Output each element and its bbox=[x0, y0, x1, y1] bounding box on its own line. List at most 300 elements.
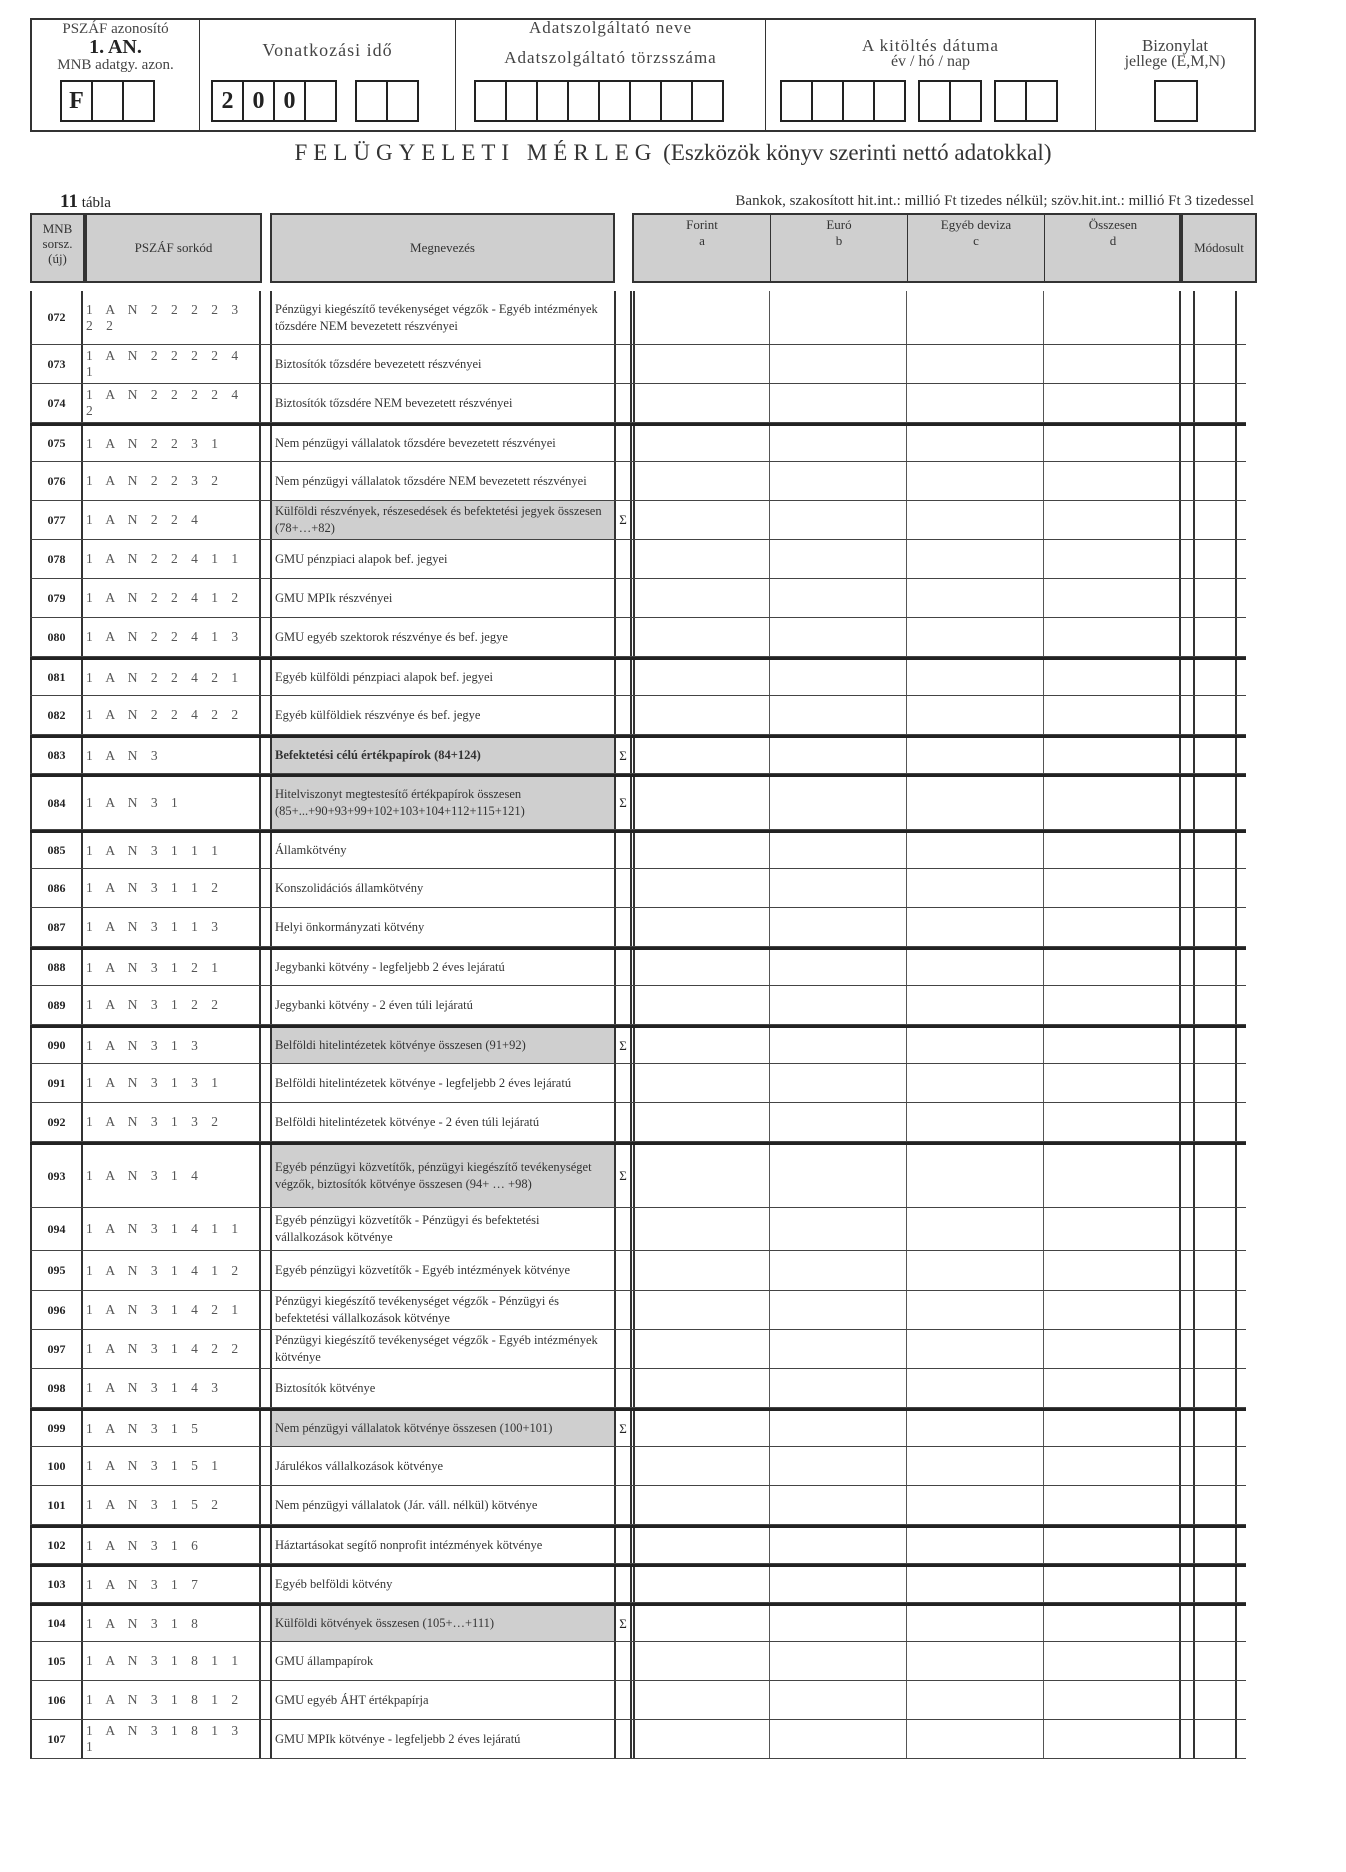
row-value-total[interactable] bbox=[1044, 1606, 1181, 1641]
date-box[interactable] bbox=[994, 80, 1027, 122]
row-value-euro[interactable] bbox=[770, 1486, 907, 1524]
row-mnb-number: 105 bbox=[30, 1642, 83, 1680]
row-value-total[interactable] bbox=[1044, 501, 1181, 539]
row-modified-flag[interactable] bbox=[1193, 618, 1237, 656]
row-sum-marker: Σ bbox=[614, 738, 632, 773]
row-sum-marker bbox=[614, 1528, 632, 1563]
row-value-total[interactable] bbox=[1044, 1145, 1181, 1207]
row-mnb-number: 088 bbox=[30, 950, 83, 985]
row-value-total[interactable] bbox=[1044, 1369, 1181, 1407]
row-modified-flag[interactable] bbox=[1193, 1486, 1237, 1524]
row-value-other[interactable] bbox=[907, 777, 1044, 829]
row-value-other[interactable] bbox=[907, 1411, 1044, 1446]
row-modified-flag[interactable] bbox=[1193, 1681, 1237, 1719]
row-value-other[interactable] bbox=[907, 1681, 1044, 1719]
row-value-euro[interactable] bbox=[770, 1208, 907, 1250]
date-box[interactable] bbox=[918, 80, 951, 122]
row-modified-flag[interactable] bbox=[1193, 777, 1237, 829]
row-name: GMU egyéb szektorok részvénye és bef. jegye bbox=[270, 618, 614, 656]
row-mnb-number: 091 bbox=[30, 1064, 83, 1102]
col-other-letter: c bbox=[973, 233, 979, 248]
row-value-other[interactable] bbox=[907, 462, 1044, 500]
row-modified-flag[interactable] bbox=[1193, 1411, 1237, 1446]
row-mnb-number: 080 bbox=[30, 618, 83, 656]
row-value-forint[interactable] bbox=[633, 1208, 770, 1250]
row-value-euro[interactable] bbox=[770, 384, 907, 422]
row-value-total[interactable] bbox=[1044, 777, 1181, 829]
col-pszaf-label: PSZÁF sorkód bbox=[134, 240, 213, 255]
row-value-other[interactable] bbox=[907, 696, 1044, 734]
period-box[interactable] bbox=[355, 80, 388, 122]
period-box[interactable]: 2 bbox=[211, 80, 244, 122]
row-value-total[interactable] bbox=[1044, 869, 1181, 907]
row-value-total[interactable] bbox=[1044, 426, 1181, 461]
unit-note: Bankok, szakosított hit.int.: millió Ft tizedes nélkül; szöv.hit.int.: millió Ft 3 tizedessel bbox=[735, 193, 1254, 209]
row-value-other[interactable] bbox=[907, 501, 1044, 539]
row-value-total[interactable] bbox=[1044, 462, 1181, 500]
row-modified-flag[interactable] bbox=[1193, 579, 1237, 617]
row-value-forint[interactable] bbox=[633, 1145, 770, 1207]
row-pszaf-code: 1 A N 2 2 4 1 3 bbox=[83, 618, 261, 656]
row-value-other[interactable] bbox=[907, 1369, 1044, 1407]
row-value-total[interactable] bbox=[1044, 833, 1181, 868]
row-mnb-number: 090 bbox=[30, 1028, 83, 1063]
row-value-euro[interactable] bbox=[770, 501, 907, 539]
row-value-forint[interactable] bbox=[633, 291, 770, 344]
row-value-euro[interactable] bbox=[770, 1720, 907, 1758]
table-row bbox=[30, 579, 1246, 618]
row-name: Pénzügyi kiegészítő tevékenységet végzők - Egyéb intézmények tőzsdére NEM bevezetett részvényei bbox=[270, 291, 614, 344]
row-sum-marker: Σ bbox=[614, 1606, 632, 1641]
id-box[interactable] bbox=[91, 80, 124, 122]
row-modified-flag[interactable] bbox=[1193, 1103, 1237, 1141]
row-modified-flag[interactable] bbox=[1193, 869, 1237, 907]
row-value-euro[interactable] bbox=[770, 1369, 907, 1407]
row-value-forint[interactable] bbox=[633, 1606, 770, 1641]
table-row bbox=[30, 540, 1246, 579]
row-pszaf-code: 1 A N 3 1 4 1 2 bbox=[83, 1251, 261, 1290]
row-value-euro[interactable] bbox=[770, 1528, 907, 1563]
row-value-total[interactable] bbox=[1044, 1642, 1181, 1680]
row-pszaf-code: 1 A N 3 1 8 1 2 bbox=[83, 1681, 261, 1719]
row-value-other[interactable] bbox=[907, 618, 1044, 656]
row-value-total[interactable] bbox=[1044, 738, 1181, 773]
col-header-mnb bbox=[30, 213, 85, 283]
row-value-forint[interactable] bbox=[633, 1720, 770, 1758]
row-sum-marker bbox=[614, 426, 632, 461]
row-value-forint[interactable] bbox=[633, 869, 770, 907]
id-box[interactable]: F bbox=[60, 80, 93, 122]
row-value-euro[interactable] bbox=[770, 950, 907, 985]
row-value-other[interactable] bbox=[907, 1642, 1044, 1680]
reg-box[interactable] bbox=[629, 80, 662, 122]
row-value-other[interactable] bbox=[907, 1291, 1044, 1329]
row-value-total[interactable] bbox=[1044, 1720, 1181, 1758]
row-value-total[interactable] bbox=[1044, 1447, 1181, 1485]
row-modified-flag[interactable] bbox=[1193, 501, 1237, 539]
period-box[interactable]: 0 bbox=[242, 80, 275, 122]
row-pszaf-code: 1 A N 2 2 2 2 4 1 bbox=[83, 345, 261, 383]
doc-type-boxes bbox=[1154, 80, 1196, 122]
row-value-other[interactable] bbox=[907, 540, 1044, 578]
row-sum-marker: Σ bbox=[614, 501, 632, 539]
row-value-total[interactable] bbox=[1044, 1567, 1181, 1602]
row-value-forint[interactable] bbox=[633, 1642, 770, 1680]
date-box[interactable] bbox=[1025, 80, 1058, 122]
table-row bbox=[30, 1291, 1246, 1330]
row-name: GMU állampapírok bbox=[270, 1642, 614, 1680]
row-value-euro[interactable] bbox=[770, 462, 907, 500]
row-pszaf-code: 1 A N 2 2 3 2 bbox=[83, 462, 261, 500]
row-value-other[interactable] bbox=[907, 1606, 1044, 1641]
table-row bbox=[30, 735, 1246, 774]
row-value-forint[interactable] bbox=[633, 908, 770, 946]
row-mnb-number: 103 bbox=[30, 1567, 83, 1602]
row-value-total[interactable] bbox=[1044, 1411, 1181, 1446]
row-value-total[interactable] bbox=[1044, 1330, 1181, 1368]
row-sum-marker bbox=[614, 833, 632, 868]
row-value-euro[interactable] bbox=[770, 345, 907, 383]
row-value-forint[interactable] bbox=[633, 384, 770, 422]
row-pszaf-code: 1 A N 3 1 4 2 1 bbox=[83, 1291, 261, 1329]
date-box[interactable] bbox=[780, 80, 813, 122]
row-modified-flag[interactable] bbox=[1193, 426, 1237, 461]
row-value-forint[interactable] bbox=[633, 1369, 770, 1407]
row-value-other[interactable] bbox=[907, 1103, 1044, 1141]
row-value-euro[interactable] bbox=[770, 1028, 907, 1063]
row-name: Pénzügyi kiegészítő tevékenységet végzők - Egyéb intézmények kötvénye bbox=[270, 1330, 614, 1368]
row-pszaf-code: 1 A N 3 1 1 3 bbox=[83, 908, 261, 946]
period-label: Vonatkozási idő bbox=[262, 40, 393, 60]
row-modified-flag[interactable] bbox=[1193, 1251, 1237, 1290]
row-mnb-number: 073 bbox=[30, 345, 83, 383]
row-value-total[interactable] bbox=[1044, 986, 1181, 1024]
date-box[interactable] bbox=[842, 80, 875, 122]
date-box[interactable] bbox=[873, 80, 906, 122]
row-modified-flag[interactable] bbox=[1193, 1528, 1237, 1563]
table-row bbox=[30, 1720, 1246, 1759]
date-box[interactable] bbox=[811, 80, 844, 122]
row-value-total[interactable] bbox=[1044, 345, 1181, 383]
row-name: Biztosítók tőzsdére bevezetett részvényei bbox=[270, 345, 614, 383]
period-box[interactable] bbox=[386, 80, 419, 122]
row-value-euro[interactable] bbox=[770, 1064, 907, 1102]
row-name: Belföldi hitelintézetek kötvénye - 2 éven túli lejáratú bbox=[270, 1103, 614, 1141]
row-value-forint[interactable] bbox=[633, 1251, 770, 1290]
row-value-total[interactable] bbox=[1044, 384, 1181, 422]
row-sum-marker: Σ bbox=[614, 1145, 632, 1207]
row-value-forint[interactable] bbox=[633, 579, 770, 617]
row-value-forint[interactable] bbox=[633, 618, 770, 656]
row-value-other[interactable] bbox=[907, 986, 1044, 1024]
row-modified-flag[interactable] bbox=[1193, 462, 1237, 500]
row-value-euro[interactable] bbox=[770, 738, 907, 773]
table-row bbox=[30, 501, 1246, 540]
row-modified-flag[interactable] bbox=[1193, 1064, 1237, 1102]
row-value-euro[interactable] bbox=[770, 1606, 907, 1641]
row-value-total[interactable] bbox=[1044, 908, 1181, 946]
row-value-other[interactable] bbox=[907, 1064, 1044, 1102]
row-value-other[interactable] bbox=[907, 384, 1044, 422]
row-pszaf-code: 1 A N 3 1 4 2 2 bbox=[83, 1330, 261, 1368]
table-row bbox=[30, 774, 1246, 830]
doc-type-box[interactable] bbox=[1154, 80, 1198, 122]
row-modified-flag[interactable] bbox=[1193, 1208, 1237, 1250]
row-mnb-number: 086 bbox=[30, 869, 83, 907]
row-modified-flag[interactable] bbox=[1193, 1567, 1237, 1602]
row-value-forint[interactable] bbox=[633, 1103, 770, 1141]
col-forint-label: Forint bbox=[686, 217, 718, 232]
row-mnb-number: 097 bbox=[30, 1330, 83, 1368]
row-value-euro[interactable] bbox=[770, 1447, 907, 1485]
row-value-forint[interactable] bbox=[633, 426, 770, 461]
row-modified-flag[interactable] bbox=[1193, 1720, 1237, 1758]
row-modified-flag[interactable] bbox=[1193, 1028, 1237, 1063]
row-value-other[interactable] bbox=[907, 1251, 1044, 1290]
row-mnb-number: 107 bbox=[30, 1720, 83, 1758]
row-value-forint[interactable] bbox=[633, 1486, 770, 1524]
row-pszaf-code: 1 A N 2 2 4 2 1 bbox=[83, 660, 261, 695]
reg-box[interactable] bbox=[536, 80, 569, 122]
row-value-euro[interactable] bbox=[770, 291, 907, 344]
id-box[interactable] bbox=[122, 80, 155, 122]
row-pszaf-code: 1 A N 2 2 4 2 2 bbox=[83, 696, 261, 734]
row-value-other[interactable] bbox=[907, 1528, 1044, 1563]
row-pszaf-code: 1 A N 3 1 5 bbox=[83, 1411, 261, 1446]
row-value-other[interactable] bbox=[907, 833, 1044, 868]
row-sum-marker bbox=[614, 618, 632, 656]
row-value-total[interactable] bbox=[1044, 1251, 1181, 1290]
row-value-total[interactable] bbox=[1044, 540, 1181, 578]
row-value-euro[interactable] bbox=[770, 1642, 907, 1680]
row-value-other[interactable] bbox=[907, 345, 1044, 383]
row-value-other[interactable] bbox=[907, 1145, 1044, 1207]
row-value-other[interactable] bbox=[907, 908, 1044, 946]
row-value-total[interactable] bbox=[1044, 950, 1181, 985]
row-value-forint[interactable] bbox=[633, 462, 770, 500]
row-value-forint[interactable] bbox=[633, 540, 770, 578]
row-value-total[interactable] bbox=[1044, 1103, 1181, 1141]
row-value-forint[interactable] bbox=[633, 833, 770, 868]
row-value-euro[interactable] bbox=[770, 1145, 907, 1207]
row-value-total[interactable] bbox=[1044, 291, 1181, 344]
row-pszaf-code: 1 A N 3 1 3 bbox=[83, 1028, 261, 1063]
row-value-total[interactable] bbox=[1044, 660, 1181, 695]
reg-box[interactable] bbox=[691, 80, 724, 122]
row-value-euro[interactable] bbox=[770, 1411, 907, 1446]
row-value-forint[interactable] bbox=[633, 1330, 770, 1368]
row-value-other[interactable] bbox=[907, 1208, 1044, 1250]
row-sum-marker bbox=[614, 950, 632, 985]
period-cell bbox=[200, 20, 456, 130]
row-value-total[interactable] bbox=[1044, 1681, 1181, 1719]
col-total-letter: d bbox=[1109, 233, 1117, 248]
row-value-other[interactable] bbox=[907, 579, 1044, 617]
row-value-euro[interactable] bbox=[770, 986, 907, 1024]
row-name: Befektetési célú értékpapírok (84+124) bbox=[270, 738, 614, 773]
row-value-euro[interactable] bbox=[770, 1330, 907, 1368]
row-value-euro[interactable] bbox=[770, 833, 907, 868]
row-mnb-number: 101 bbox=[30, 1486, 83, 1524]
row-value-euro[interactable] bbox=[770, 696, 907, 734]
row-value-forint[interactable] bbox=[633, 1567, 770, 1602]
row-value-forint[interactable] bbox=[633, 1028, 770, 1063]
row-name: Nem pénzügyi vállalatok kötvénye összesen (100+101) bbox=[270, 1411, 614, 1446]
provider-name-label: Adatszolgáltató neve bbox=[528, 18, 693, 37]
row-modified-flag[interactable] bbox=[1193, 540, 1237, 578]
row-modified-flag[interactable] bbox=[1193, 291, 1237, 344]
row-value-forint[interactable] bbox=[633, 660, 770, 695]
row-pszaf-code: 1 A N 3 1 1 2 bbox=[83, 869, 261, 907]
row-value-forint[interactable] bbox=[633, 777, 770, 829]
row-modified-flag[interactable] bbox=[1193, 908, 1237, 946]
row-value-forint[interactable] bbox=[633, 345, 770, 383]
row-mnb-number: 095 bbox=[30, 1251, 83, 1290]
row-modified-flag[interactable] bbox=[1193, 660, 1237, 695]
row-value-euro[interactable] bbox=[770, 1291, 907, 1329]
table-row bbox=[30, 657, 1246, 696]
row-modified-flag[interactable] bbox=[1193, 1291, 1237, 1329]
date-box[interactable] bbox=[949, 80, 982, 122]
row-value-forint[interactable] bbox=[633, 950, 770, 985]
row-value-other[interactable] bbox=[907, 1567, 1044, 1602]
table-row bbox=[30, 1603, 1246, 1642]
row-pszaf-code: 1 A N 2 2 2 2 3 2 2 bbox=[83, 291, 261, 344]
row-modified-flag[interactable] bbox=[1193, 1447, 1237, 1485]
row-value-other[interactable] bbox=[907, 660, 1044, 695]
row-value-other[interactable] bbox=[907, 426, 1044, 461]
row-value-euro[interactable] bbox=[770, 426, 907, 461]
row-value-euro[interactable] bbox=[770, 1567, 907, 1602]
row-value-euro[interactable] bbox=[770, 660, 907, 695]
row-modified-flag[interactable] bbox=[1193, 1642, 1237, 1680]
row-modified-flag[interactable] bbox=[1193, 1330, 1237, 1368]
row-mnb-number: 081 bbox=[30, 660, 83, 695]
row-value-euro[interactable] bbox=[770, 869, 907, 907]
row-value-total[interactable] bbox=[1044, 1486, 1181, 1524]
row-mnb-number: 100 bbox=[30, 1447, 83, 1485]
period-box[interactable]: 0 bbox=[273, 80, 306, 122]
row-sum-marker bbox=[614, 384, 632, 422]
row-value-euro[interactable] bbox=[770, 777, 907, 829]
row-value-euro[interactable] bbox=[770, 1103, 907, 1141]
row-value-total[interactable] bbox=[1044, 1028, 1181, 1063]
row-value-forint[interactable] bbox=[633, 1447, 770, 1485]
row-value-other[interactable] bbox=[907, 1330, 1044, 1368]
table-row bbox=[30, 1564, 1246, 1603]
row-modified-flag[interactable] bbox=[1193, 1369, 1237, 1407]
col-mod-label: Módosult bbox=[1194, 240, 1244, 255]
row-modified-flag[interactable] bbox=[1193, 1145, 1237, 1207]
row-value-forint[interactable] bbox=[633, 986, 770, 1024]
row-sum-marker bbox=[614, 660, 632, 695]
row-value-euro[interactable] bbox=[770, 540, 907, 578]
row-modified-flag[interactable] bbox=[1193, 950, 1237, 985]
row-value-total[interactable] bbox=[1044, 1291, 1181, 1329]
row-value-forint[interactable] bbox=[633, 1064, 770, 1102]
col-other bbox=[908, 217, 1044, 249]
row-value-forint[interactable] bbox=[633, 1681, 770, 1719]
row-value-forint[interactable] bbox=[633, 1411, 770, 1446]
row-value-total[interactable] bbox=[1044, 1208, 1181, 1250]
row-value-forint[interactable] bbox=[633, 1291, 770, 1329]
row-name: Egyéb külföldi pénzpiaci alapok bef. jegyei bbox=[270, 660, 614, 695]
row-sum-marker: Σ bbox=[614, 1411, 632, 1446]
row-value-other[interactable] bbox=[907, 950, 1044, 985]
row-mnb-number: 082 bbox=[30, 696, 83, 734]
row-value-forint[interactable] bbox=[633, 738, 770, 773]
col-forint bbox=[634, 217, 770, 249]
col-mnb-label: MNB sorsz. (új) bbox=[42, 221, 73, 266]
row-value-euro[interactable] bbox=[770, 1681, 907, 1719]
row-name: Egyéb pénzügyi közvetítők - Egyéb intézmények kötvénye bbox=[270, 1251, 614, 1290]
col-total-label: Összesen bbox=[1088, 217, 1138, 232]
row-pszaf-code: 1 A N 2 2 4 1 1 bbox=[83, 540, 261, 578]
row-value-total[interactable] bbox=[1044, 579, 1181, 617]
reg-box[interactable] bbox=[474, 80, 507, 122]
table-label bbox=[60, 191, 111, 213]
row-value-total[interactable] bbox=[1044, 1064, 1181, 1102]
row-value-forint[interactable] bbox=[633, 1528, 770, 1563]
row-mnb-number: 089 bbox=[30, 986, 83, 1024]
reg-box[interactable] bbox=[567, 80, 600, 122]
row-modified-flag[interactable] bbox=[1193, 384, 1237, 422]
row-modified-flag[interactable] bbox=[1193, 833, 1237, 868]
reg-box[interactable] bbox=[505, 80, 538, 122]
row-value-other[interactable] bbox=[907, 869, 1044, 907]
row-name: Konszolidációs államkötvény bbox=[270, 869, 614, 907]
provider-cell bbox=[456, 20, 766, 130]
row-value-other[interactable] bbox=[907, 291, 1044, 344]
row-sum-marker bbox=[614, 1103, 632, 1141]
period-box[interactable] bbox=[304, 80, 337, 122]
row-mnb-number: 084 bbox=[30, 777, 83, 829]
reg-box[interactable] bbox=[598, 80, 631, 122]
row-name: Belföldi hitelintézetek kötvénye összesen (91+92) bbox=[270, 1028, 614, 1063]
row-value-euro[interactable] bbox=[770, 618, 907, 656]
row-name: Nem pénzügyi vállalatok tőzsdére bevezetett részvényei bbox=[270, 426, 614, 461]
row-value-other[interactable] bbox=[907, 1720, 1044, 1758]
row-pszaf-code: 1 A N 3 1 8 1 3 1 bbox=[83, 1720, 261, 1758]
row-value-euro[interactable] bbox=[770, 1251, 907, 1290]
row-value-forint[interactable] bbox=[633, 696, 770, 734]
row-value-total[interactable] bbox=[1044, 618, 1181, 656]
table-row bbox=[30, 423, 1246, 462]
row-value-total[interactable] bbox=[1044, 1528, 1181, 1563]
form-title bbox=[0, 140, 1346, 166]
row-value-total[interactable] bbox=[1044, 696, 1181, 734]
row-modified-flag[interactable] bbox=[1193, 986, 1237, 1024]
row-pszaf-code: 1 A N 3 1 3 2 bbox=[83, 1103, 261, 1141]
row-modified-flag[interactable] bbox=[1193, 345, 1237, 383]
row-modified-flag[interactable] bbox=[1193, 1606, 1237, 1641]
row-pszaf-code: 1 A N 3 1 6 bbox=[83, 1528, 261, 1563]
row-value-euro[interactable] bbox=[770, 579, 907, 617]
date-cell bbox=[766, 20, 1096, 130]
col-euro-label: Euró bbox=[826, 217, 852, 232]
row-modified-flag[interactable] bbox=[1193, 738, 1237, 773]
row-value-euro[interactable] bbox=[770, 908, 907, 946]
row-value-other[interactable] bbox=[907, 1028, 1044, 1063]
row-mnb-number: 102 bbox=[30, 1528, 83, 1563]
table-row bbox=[30, 830, 1246, 869]
reg-box[interactable] bbox=[660, 80, 693, 122]
row-value-other[interactable] bbox=[907, 1486, 1044, 1524]
row-value-other[interactable] bbox=[907, 1447, 1044, 1485]
row-value-forint[interactable] bbox=[633, 501, 770, 539]
row-modified-flag[interactable] bbox=[1193, 696, 1237, 734]
row-value-other[interactable] bbox=[907, 738, 1044, 773]
